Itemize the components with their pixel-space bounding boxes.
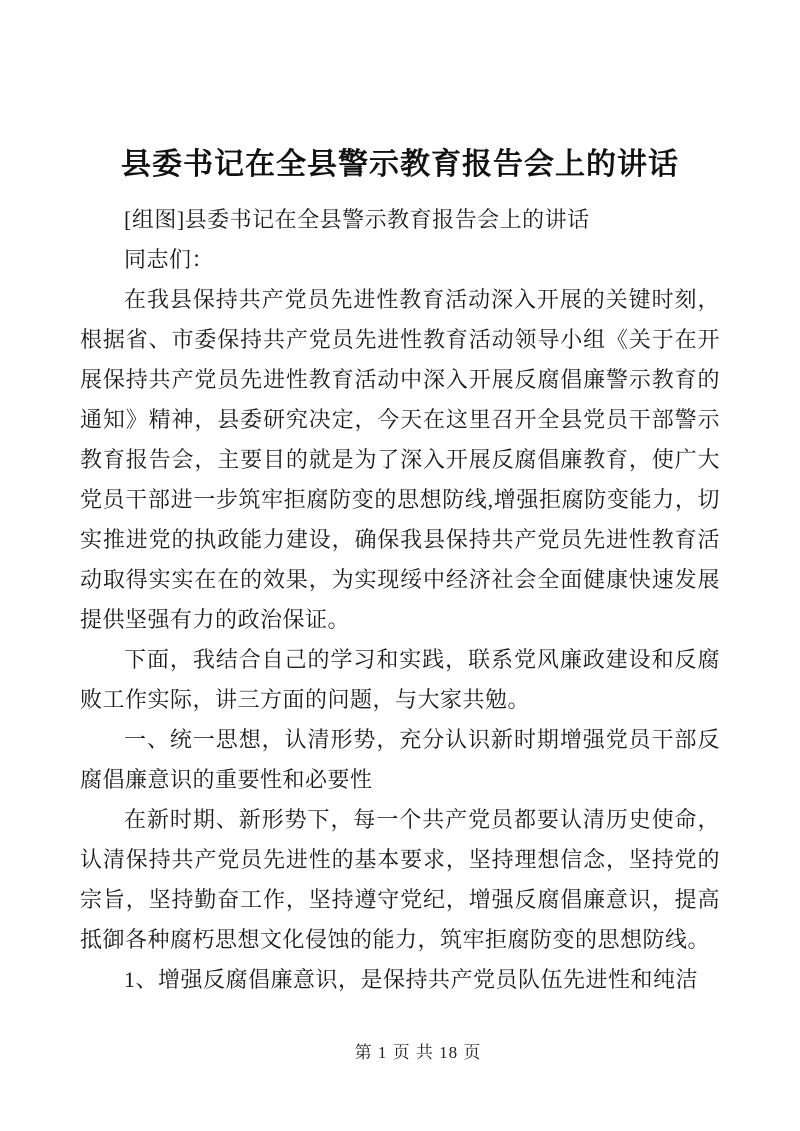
paragraph-section-body: 在新时期、新形势下，每一个共产党员都要认清历史使命，认清保持共产党员先进性的基本要求，坚持理想信念，坚持党的宗旨，坚持勤奋工作，坚持遵守党纪，增强反腐倡廉意识，提高抵御各种腐朽思想文化侵蚀的能力，筑牢拒腐防变的思想防线。 <box>80 807 720 952</box>
paragraph-intro: 在我县保持共产党员先进性教育活动深入开展的关键时刻，根据省、市委保持共产党员先进性教育活动领导小组《关于在开展保持共产党员先进性教育活动中深入开展反腐倡廉警示教育的通知》精神，县委研究决定，今天在这里召开全县党员干部警示教育报告会，主要目的就是为了深入开展反腐倡廉教育，使广大党员干部进一步筑牢拒腐防变的思想防线,增强拒腐防变能力，切实推进党的执政能力建设，确保我县保持共产党员先进性教育活动取得实实在在的效果，为实现绥中经济社会全面健康快速发展提供坚强有力的政治保证。 <box>80 287 720 632</box>
document-content <box>80 140 720 1000</box>
page-footer <box>18 1038 800 1063</box>
paragraph-source-line: [组图]县委书记在全县警示教育报告会上的讲话 <box>124 207 590 232</box>
paragraph-salutation: 同志们： <box>124 247 215 272</box>
page-number-label: 第 1 页 共 18 页 <box>354 1043 482 1062</box>
paragraph-subpoint-truncated: 1、增强反腐倡廉意识，是保持共产党员队伍先进性和纯洁 <box>124 967 699 992</box>
document-title: 县委书记在全县警示教育报告会上的讲话 <box>121 148 679 181</box>
paragraph-transition: 下面，我结合自己的学习和实践，联系党风廉政建设和反腐败工作实际，讲三方面的问题，与大家共勉。 <box>80 647 720 712</box>
paragraph-section-heading: 一、统一思想，认清形势，充分认识新时期增强党员干部反腐倡廉意识的重要性和必要性 <box>80 727 720 792</box>
document-body <box>80 200 720 1000</box>
